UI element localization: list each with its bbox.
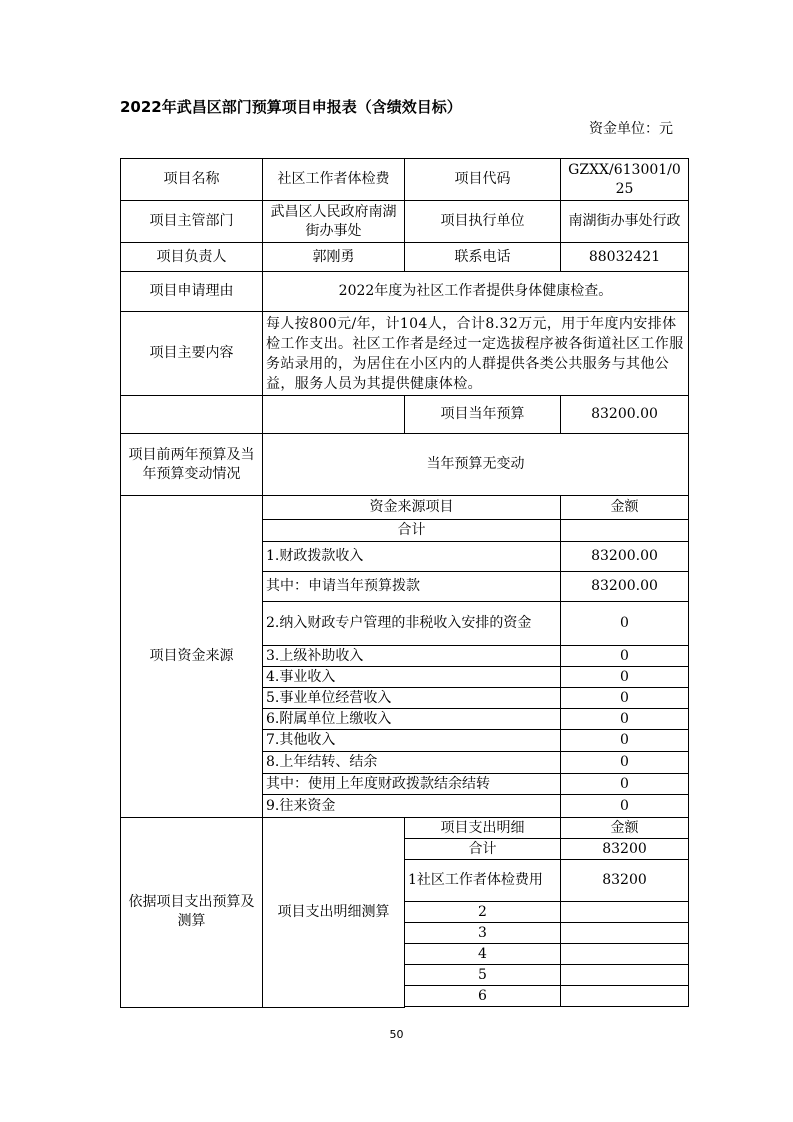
funding-row-label: 2.纳入财政专户管理的非税收入安排的资金 — [263, 602, 561, 646]
page-number: 50 — [389, 1028, 404, 1041]
expense-header-amount: 金额 — [561, 818, 689, 839]
project-code-label: 项目代码 — [405, 159, 561, 201]
funding-row-label: 其中：使用上年度财政拨款结余结转 — [263, 774, 561, 795]
expense-row-value: 83200 — [561, 860, 689, 902]
reason-label: 项目申请理由 — [121, 272, 263, 312]
phone-label: 联系电话 — [405, 243, 561, 272]
dept-label: 项目主管部门 — [121, 201, 263, 243]
expense-total-value: 83200 — [561, 839, 689, 860]
funding-row-value: 0 — [561, 795, 689, 818]
current-budget-value: 83200.00 — [561, 396, 689, 434]
expense-section-label: 依据项目支出预算及测算 — [121, 818, 263, 1008]
spacer-cell — [561, 1007, 689, 1008]
funding-header-item: 资金来源项目 — [263, 496, 561, 520]
funding-row-label: 3.上级补助收入 — [263, 646, 561, 667]
project-name-label: 项目名称 — [121, 159, 263, 201]
funding-row-label: 5.事业单位经营收入 — [263, 688, 561, 709]
funding-row-value: 0 — [561, 730, 689, 752]
expense-header-item: 项目支出明细 — [405, 818, 561, 839]
funding-header-amount: 金额 — [561, 496, 689, 520]
budget-change-value: 当年预算无变动 — [263, 434, 689, 496]
expense-row-value — [561, 902, 689, 923]
page-title: 2022年武昌区部门预算项目申报表（含绩效目标） — [120, 98, 462, 116]
exec-unit-label: 项目执行单位 — [405, 201, 561, 243]
funding-row-value: 0 — [561, 709, 689, 730]
budget-table — [120, 158, 689, 1008]
funding-row-label: 8.上年结转、结余 — [263, 752, 561, 774]
funding-row-label: 4.事业收入 — [263, 667, 561, 688]
expense-row-label: 6 — [405, 986, 561, 1007]
budget-change-label: 项目前两年预算及当年预算变动情况 — [121, 434, 263, 496]
funding-row-value: 83200.00 — [561, 572, 689, 602]
funding-row-value: 0 — [561, 646, 689, 667]
funding-row-value: 0 — [561, 602, 689, 646]
funding-row-label: 1.财政拨款收入 — [263, 542, 561, 572]
expense-row-label: 2 — [405, 902, 561, 923]
leader-value: 郭刚勇 — [263, 243, 405, 272]
expense-sub-label: 项目支出明细测算 — [263, 818, 405, 1008]
funding-row-value: 0 — [561, 688, 689, 709]
expense-row-label: 4 — [405, 944, 561, 965]
funding-row-label: 9.往来资金 — [263, 795, 561, 818]
exec-unit-value: 南湖街办事处行政 — [561, 201, 689, 243]
expense-row-value — [561, 944, 689, 965]
funding-row-label: 6.附属单位上缴收入 — [263, 709, 561, 730]
funding-row-value: 0 — [561, 667, 689, 688]
funding-total-value — [561, 520, 689, 542]
funding-row-value: 83200.00 — [561, 542, 689, 572]
blank-cell — [121, 396, 263, 434]
funding-row-label: 7.其他收入 — [263, 730, 561, 752]
current-budget-label: 项目当年预算 — [405, 396, 561, 434]
expense-row-label: 5 — [405, 965, 561, 986]
expense-row-value — [561, 965, 689, 986]
dept-value: 武昌区人民政府南湖街办事处 — [263, 201, 405, 243]
funding-section-label: 项目资金来源 — [121, 496, 263, 818]
phone-value: 88032421 — [561, 243, 689, 272]
reason-value: 2022年度为社区工作者提供身体健康检查。 — [263, 272, 689, 312]
expense-row-value — [561, 986, 689, 1007]
funding-total-label: 合计 — [263, 520, 561, 542]
project-code-value: GZXX/613001/025 — [561, 159, 689, 201]
funding-row-label: 其中：申请当年预算拨款 — [263, 572, 561, 602]
content-value: 每人按800元/年，计104人，合计8.32万元，用于年度内安排体检工作支出。社区工作者是经过一定选拔程序被各街道社区工作服务站录用的，为居住在小区内的人群提供各类公共服务与其他公益，服务人员为其提供健康体检。 — [263, 312, 689, 396]
project-name-value: 社区工作者体检费 — [263, 159, 405, 201]
spacer-cell — [405, 1007, 561, 1008]
blank-cell — [263, 396, 405, 434]
content-label: 项目主要内容 — [121, 312, 263, 396]
leader-label: 项目负责人 — [121, 243, 263, 272]
expense-total-label: 合计 — [405, 839, 561, 860]
currency-unit: 资金单位：元 — [589, 121, 673, 137]
expense-row-label: 1社区工作者体检费用 — [405, 860, 561, 902]
funding-row-value: 0 — [561, 752, 689, 774]
expense-row-value — [561, 923, 689, 944]
expense-row-label: 3 — [405, 923, 561, 944]
funding-row-value: 0 — [561, 774, 689, 795]
